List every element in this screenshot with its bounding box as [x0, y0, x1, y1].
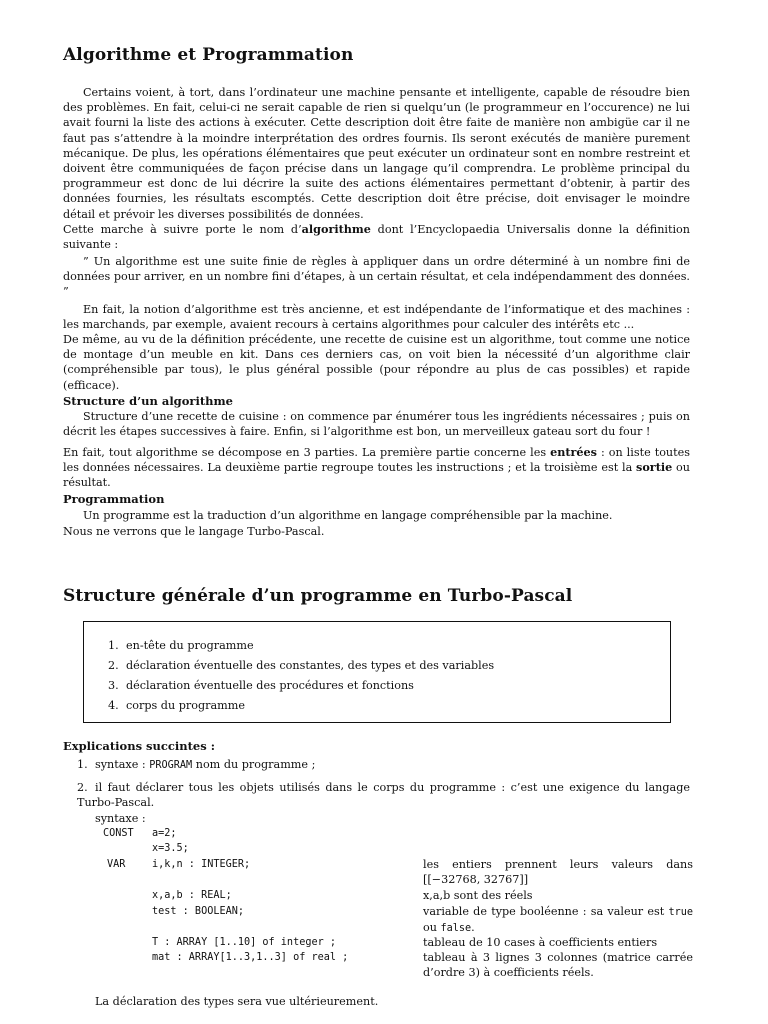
comment-integer: les entiers prennent leurs valeurs dans [[−32768, 32767]]	[423, 858, 693, 887]
heading-explications: Explications succintes :	[63, 739, 215, 753]
code-line: a=2;	[152, 828, 177, 839]
keyword-program: PROGRAM	[149, 760, 193, 771]
code-line: mat : ARRAY[1..3,1..3] of real ;	[152, 952, 349, 963]
code-line: x=3.5;	[152, 843, 189, 854]
code-line: test : BOOLEAN;	[152, 906, 245, 917]
list-item: 2. déclaration éventuelle des constantes, des types et des variables	[108, 659, 495, 672]
code-declarations	[63, 826, 693, 980]
code-var-keyword: VAR	[107, 859, 126, 870]
code-line: i,k,n : INTEGER;	[152, 859, 251, 870]
paragraph-definition-intro: Cette marche à suivre porte le nom d’algorithme dont l’Encyclopaedia Universalis donne la définition suivante :	[63, 222, 690, 252]
program-structure-list	[108, 636, 494, 716]
list-item: 3. déclaration éventuelle des procédures et fonctions	[108, 679, 414, 692]
paragraph-history: En fait, la notion d’algorithme est très ancienne, et est indépendante de l’informatique et des machines : les marchands, par exemple, avaient recours à certains algorithmes pour calculer des intérêts etc ...	[63, 303, 690, 332]
comment-boolean: variable de type booléenne : sa valeur est true ou false.	[423, 905, 693, 935]
explanation-item-2: 2. il faut déclarer tous les objets utilisés dans le corps du programme : c’est une exigence du langage Turbo-Pascal.	[77, 781, 690, 810]
paragraph-programme-definition: Un programme est la traduction d’un algorithme en langage compréhensible par la machine.	[83, 509, 613, 522]
term-algorithme: algorithme	[301, 222, 371, 236]
comment-array: tableau de 10 cases à coefficients entiers	[423, 936, 658, 949]
term-sortie: sortie	[636, 460, 673, 475]
code-const-keyword: CONST	[103, 828, 134, 839]
heading-structure-algorithme: Structure d’un algorithme	[63, 394, 233, 408]
program-structure-box	[83, 621, 671, 723]
paragraph-turbo-pascal: Nous ne verrons que le langage Turbo-Pascal.	[63, 525, 325, 538]
paragraph-intro: Certains voient, à tort, dans l’ordinateur une machine pensante et intelligente, capable de résoudre bien des problèmes. En fait, celui-ci ne serait capable de rien si quelqu’un (le programmeur en l’occurence) ne lui avait fourni la liste des actions à exécuter. Cette description doit être faite de manière non ambigüe car il ne faut pas s’attendre à la moindre interprétation des ordres fournis. Ils seront exécutés de manière purement mécanique. De plus, les opérations élémentaires que peut exécuter un ordinateur sont en nombre restreint et doivent être communiquées de façon précise dans un langage qu’il comprendra. Le problème principal du programmeur est donc de lui décrire la suite des actions élémentaires permettant d’obtenir, à partir des données fournies, les résultats escomptés. Cette description doit être précise, doit envisager le moindre détail et prévoir les diverses possibilités de données.	[63, 86, 690, 221]
syntax-label: syntaxe :	[95, 812, 146, 825]
heading-programmation: Programmation	[63, 492, 165, 506]
list-item: 1. en-tête du programme	[108, 639, 254, 652]
code-line: T : ARRAY [1..10] of integer ;	[152, 937, 337, 948]
comment-real: x,a,b sont des réels	[423, 889, 533, 902]
paragraph-recipe: De même, au vu de la définition précédente, une recette de cuisine est un algorithme, tout comme une notice de montage d’un meuble en kit. Dans ces derniers cas, on voit bien la nécessité d’un algorithme clair (compréhensible par tous), le plus général possible (pour répondre au plus de cas possibles) et rapide (efficace).	[63, 333, 690, 392]
paragraph-three-parts: En fait, tout algorithme se décompose en 3 parties. La première partie concerne les entrées : on liste toutes les données nécessaires. La deuxième partie regroupe toutes les instructions ; et la troisième est la sortie ou résultat.	[63, 445, 690, 490]
code-line: x,a,b : REAL;	[152, 890, 232, 901]
paragraph-recipe-structure: Structure d’une recette de cuisine : on commence par énumérer tous les ingrédients nécessaires ; puis on décrit les étapes successives à faire. Enfin, si l’algorithme est bon, un merveilleux gateau sort du four !	[63, 410, 690, 439]
definition-quote: ” Un algorithme est une suite finie de règles à appliquer dans un ordre déterminé à un nombre fini de données pour arriver, en un nombre fini d’étapes, à un certain résultat, et cela indépendamment des données. ”	[63, 255, 690, 299]
section-title-algorithme: Algorithme et Programmation	[63, 45, 354, 65]
list-item: 4. corps du programme	[108, 699, 245, 712]
term-entrees: entrées	[550, 445, 597, 459]
paragraph-types-note: La déclaration des types sera vue ultérieurement.	[95, 995, 379, 1008]
section-title-structure: Structure générale d’un programme en Turbo-Pascal	[63, 586, 573, 606]
comment-matrix: tableau à 3 lignes 3 colonnes (matrice carrée d’ordre 3) à coefficients réels.	[423, 951, 693, 980]
explanation-item-1: 1. syntaxe : PROGRAM nom du programme ;	[77, 758, 316, 771]
